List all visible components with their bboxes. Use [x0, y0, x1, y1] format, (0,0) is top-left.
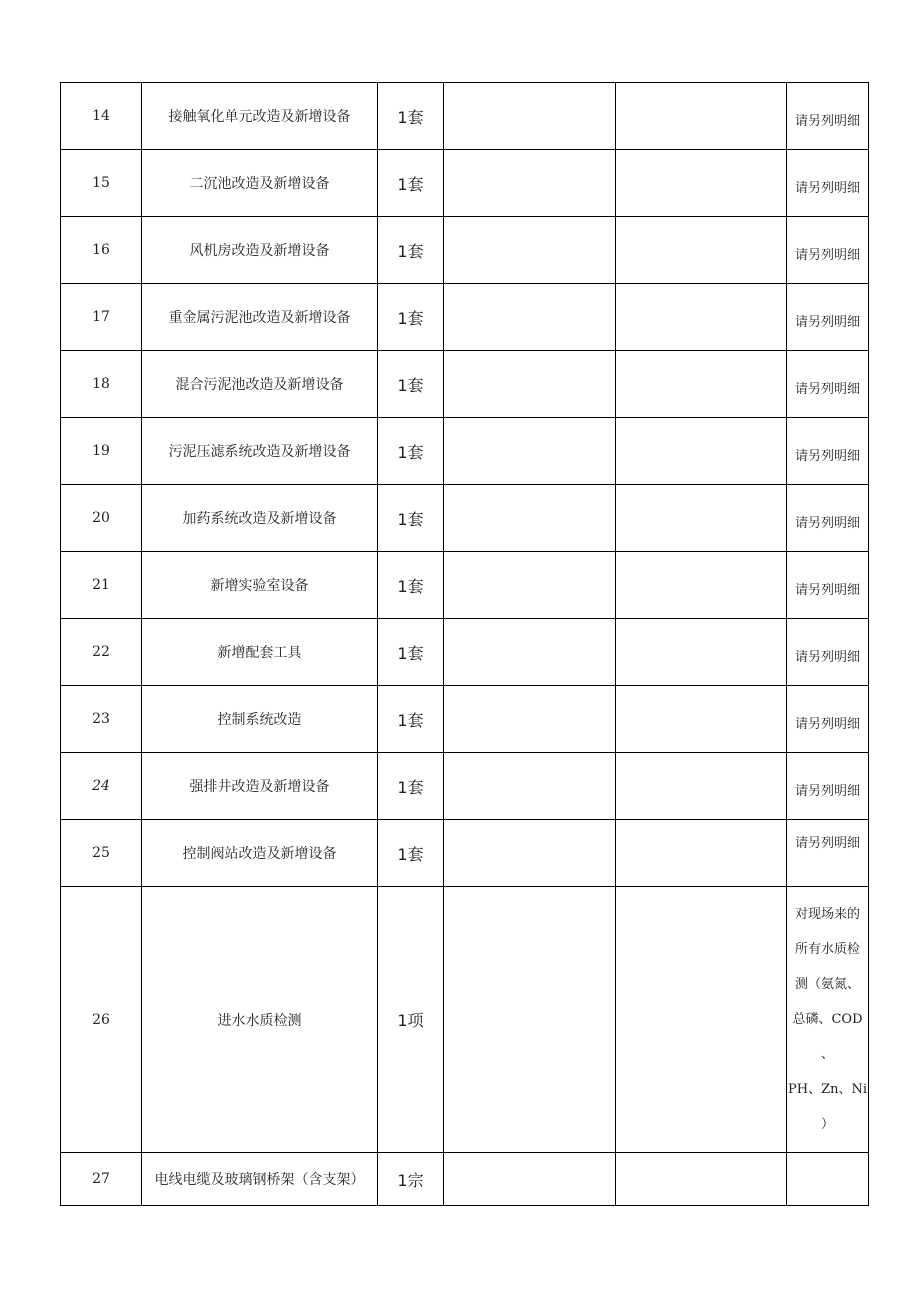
item-quantity: 1套 — [378, 217, 444, 284]
row-number: 20 — [61, 485, 142, 552]
empty-cell — [616, 150, 787, 217]
table-row — [61, 351, 869, 418]
empty-cell — [616, 1153, 787, 1206]
row-number: 22 — [61, 619, 142, 686]
item-name: 风机房改造及新增设备 — [142, 217, 378, 284]
row-number: 17 — [61, 284, 142, 351]
row-number: 24 — [61, 753, 142, 820]
item-quantity: 1套 — [378, 686, 444, 753]
item-quantity: 1套 — [378, 820, 444, 887]
empty-cell — [616, 83, 787, 150]
item-quantity: 1宗 — [378, 1153, 444, 1206]
item-quantity: 1套 — [378, 552, 444, 619]
table-row — [61, 753, 869, 820]
empty-cell — [444, 1153, 616, 1206]
item-name: 控制阀站改造及新增设备 — [142, 820, 378, 887]
item-name: 二沉池改造及新增设备 — [142, 150, 378, 217]
table-row — [61, 485, 869, 552]
item-note: 请另列明细 — [787, 217, 869, 284]
item-note: 请另列明细 — [787, 418, 869, 485]
empty-cell — [444, 686, 616, 753]
empty-cell — [616, 753, 787, 820]
empty-cell — [616, 552, 787, 619]
item-name: 进水水质检测 — [142, 887, 378, 1153]
empty-cell — [444, 150, 616, 217]
item-name: 电线电缆及玻璃钢桥架（含支架） — [142, 1153, 378, 1206]
item-note: 请另列明细 — [787, 83, 869, 150]
empty-cell — [616, 619, 787, 686]
empty-cell — [444, 485, 616, 552]
item-quantity: 1套 — [378, 284, 444, 351]
empty-cell — [616, 485, 787, 552]
table-row — [61, 686, 869, 753]
table-row — [61, 1153, 869, 1206]
row-number: 16 — [61, 217, 142, 284]
row-number: 21 — [61, 552, 142, 619]
item-name: 控制系统改造 — [142, 686, 378, 753]
equipment-table — [60, 82, 869, 1206]
item-note: 请另列明细 — [787, 686, 869, 753]
table-row — [61, 552, 869, 619]
empty-cell — [444, 351, 616, 418]
item-quantity: 1套 — [378, 619, 444, 686]
empty-cell — [444, 619, 616, 686]
item-note-text: 对现场来的 所有水质检 测（氨氮、 总磷、COD 、 PH、Zn、Ni ） — [787, 907, 868, 1132]
empty-cell — [616, 418, 787, 485]
table-row — [61, 418, 869, 485]
table-row — [61, 887, 869, 1153]
item-name: 新增实验室设备 — [142, 552, 378, 619]
empty-cell — [444, 284, 616, 351]
row-number: 27 — [61, 1153, 142, 1206]
item-quantity: 1套 — [378, 418, 444, 485]
empty-cell — [444, 418, 616, 485]
row-number: 15 — [61, 150, 142, 217]
item-name: 强排井改造及新增设备 — [142, 753, 378, 820]
empty-cell — [444, 887, 616, 1153]
item-quantity: 1项 — [378, 887, 444, 1153]
table-row — [61, 284, 869, 351]
empty-cell — [444, 83, 616, 150]
row-number: 26 — [61, 887, 142, 1153]
table-row — [61, 820, 869, 887]
item-note: 请另列明细 — [787, 552, 869, 619]
empty-cell — [444, 217, 616, 284]
row-number: 19 — [61, 418, 142, 485]
row-number: 25 — [61, 820, 142, 887]
item-name: 接触氧化单元改造及新增设备 — [142, 83, 378, 150]
item-note: 请另列明细 — [787, 351, 869, 418]
empty-cell — [616, 887, 787, 1153]
row-number: 23 — [61, 686, 142, 753]
item-quantity: 1套 — [378, 753, 444, 820]
row-number: 18 — [61, 351, 142, 418]
empty-cell — [616, 686, 787, 753]
empty-cell — [444, 820, 616, 887]
item-name: 加药系统改造及新增设备 — [142, 485, 378, 552]
item-quantity: 1套 — [378, 150, 444, 217]
empty-cell — [616, 217, 787, 284]
item-quantity: 1套 — [378, 485, 444, 552]
item-note: 请另列明细 — [787, 150, 869, 217]
item-note: 请另列明细 — [787, 284, 869, 351]
empty-cell — [444, 753, 616, 820]
item-name: 重金属污泥池改造及新增设备 — [142, 284, 378, 351]
item-note — [787, 887, 869, 1153]
empty-cell — [616, 820, 787, 887]
table-row — [61, 150, 869, 217]
item-quantity: 1套 — [378, 83, 444, 150]
empty-cell — [616, 284, 787, 351]
item-note — [787, 1153, 869, 1206]
item-name: 新增配套工具 — [142, 619, 378, 686]
row-number: 14 — [61, 83, 142, 150]
item-name: 混合污泥池改造及新增设备 — [142, 351, 378, 418]
item-note: 请另列明细 — [787, 753, 869, 820]
item-note: 请另列明细 — [787, 619, 869, 686]
item-quantity: 1套 — [378, 351, 444, 418]
table-row — [61, 619, 869, 686]
table-row — [61, 217, 869, 284]
item-note: 请另列明细 — [787, 485, 869, 552]
item-name: 污泥压滤系统改造及新增设备 — [142, 418, 378, 485]
item-note: 请另列明细 — [787, 820, 869, 887]
empty-cell — [616, 351, 787, 418]
table-row — [61, 83, 869, 150]
empty-cell — [444, 552, 616, 619]
